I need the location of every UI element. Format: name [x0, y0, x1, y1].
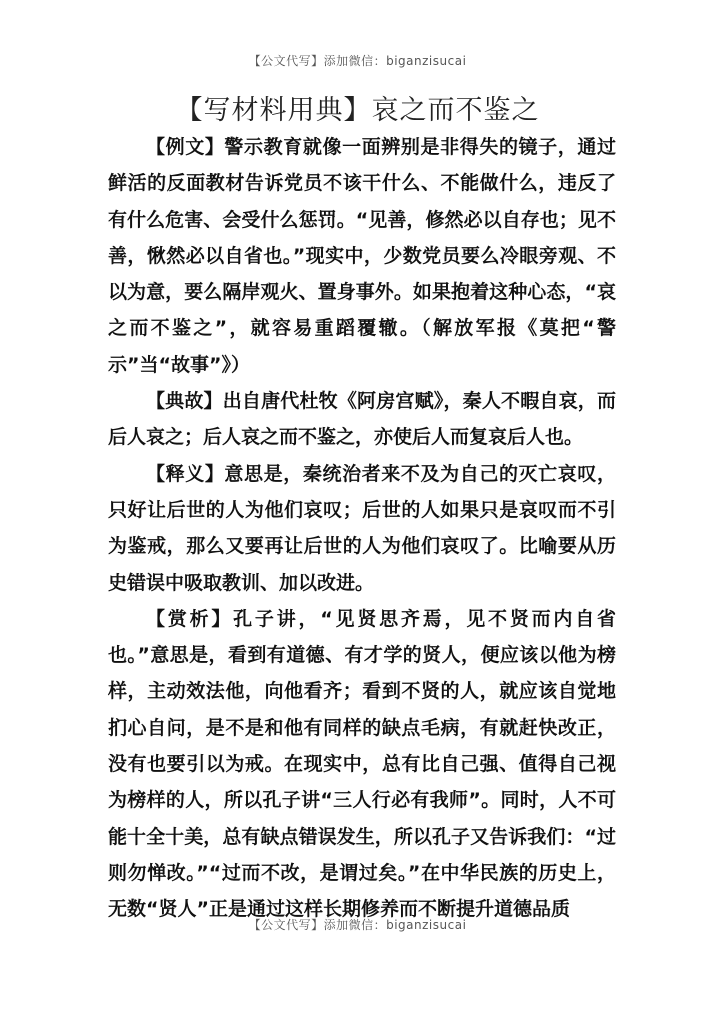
paragraph-allusion: 【典故】出自唐代杜牧《阿房宫赋》，秦人不暇自哀，而后人哀之；后人哀之而不鉴之，亦使后人而复哀后人也。	[108, 390, 616, 449]
paragraph-example: 【例文】警示教育就像一面辨别是非得失的镜子，通过鲜活的反面教材告诉党员不该干什么、不能做什么，违反了有什么危害、会受什么惩罚。“见善，修然必以自存也；见不善，愀然必以自省也。”现实中，少数党员要么冷眼旁观、不以为意，要么隔岸观火、置身事外。如果抱着这种心态，“哀之而不鉴之”，就容易重蹈覆辙。（解放军报《莫把“警示”当“故事”》）	[108, 136, 616, 376]
document-body	[108, 129, 616, 928]
paragraph-appreciation: 【赏析】孔子讲，“见贤思齐焉，见不贤而内自省也。”意思是，看到有道德、有才学的贤人，便应该以他为榜样，主动效法他，向他看齐；看到不贤的人，就应该自觉地扪心自问，是不是和他有同样的缺点毛病，有就赶快改正，没有也要引以为戒。在现实中，总有比自己强、值得自己视为榜样的人，所以孔子讲“三人行必有我师”。同时，人不可能十全十美，总有缺点错误发生，所以孔子又告诉我们：“过则勿惮改。”“过而不改，是谓过矣。”在中华民族的历史上，无数“贤人”正是通过这样长期修养而不断提升道德品质	[108, 607, 616, 921]
page-title: 【写材料用典】哀之而不鉴之	[175, 95, 540, 126]
header-watermark-note: 【公文代写】添加微信：biganzisucai	[248, 54, 467, 68]
footer-watermark-note: 【公文代写】添加微信：biganzisucai	[248, 918, 467, 932]
paragraph-interpretation: 【释义】意思是，秦统治者来不及为自己的灭亡哀叹，只好让后世的人为他们哀叹；后世的人如果只是哀叹而不引为鉴戒，那么又要再让后世的人为他们哀叹了。比喻要从历史错误中吸取教训、加以改进。	[108, 462, 616, 594]
